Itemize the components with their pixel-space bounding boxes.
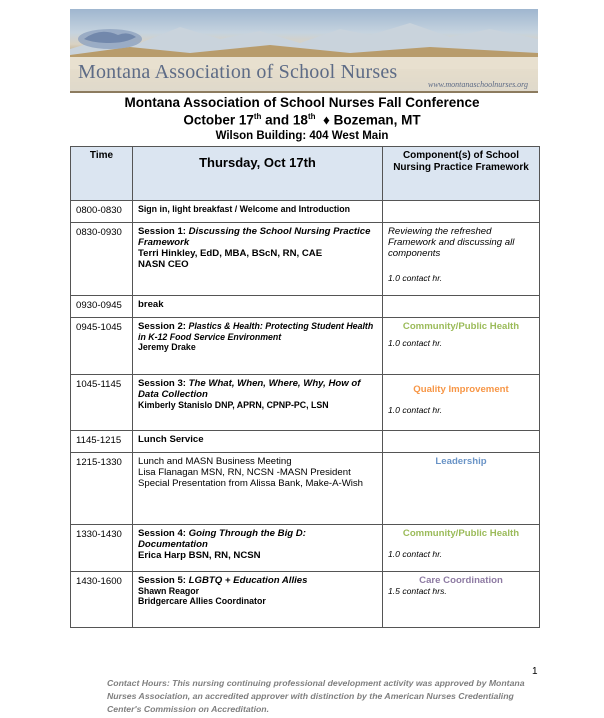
component-tag: Leadership (435, 456, 487, 467)
table-row (71, 318, 540, 375)
session-title: Going Through the Big D: Documentation (138, 528, 306, 550)
page-number: 1 (532, 666, 538, 677)
time-cell: 0800-0830 (71, 201, 133, 223)
session-title: Plastics & Health: Protecting Student Health in K-12 Food Service Environment (138, 321, 374, 342)
component-tag: Community/Public Health (402, 528, 520, 539)
contact-hours: 1.0 contact hr. (388, 338, 443, 348)
time-cell: 1430-1600 (71, 572, 133, 628)
table-row (71, 431, 540, 453)
banner-url: www.montanaschoolnurses.org (427, 80, 528, 89)
session-title: Discussing the School Nursing Practice Framework (138, 226, 371, 248)
component-tag: Care Coordination (419, 575, 503, 586)
contact-hours: 1.5 contact hrs. (388, 586, 447, 596)
table-row (71, 201, 540, 223)
component-cell (383, 453, 540, 525)
contact-hours: 1.0 contact hr. (388, 273, 443, 283)
component-cell (383, 572, 540, 628)
speaker-name: Lisa Flanagan MSN, RN, NCSN -MASN President (138, 467, 351, 478)
session-cell: Lunch Service (133, 431, 383, 453)
session-cell (133, 572, 383, 628)
component-cell (383, 296, 540, 318)
banner-image (70, 9, 538, 93)
speaker-name: Kimberly Stanislo DNP, APRN, CPNP-PC, LSN (138, 400, 329, 410)
table-row (71, 296, 540, 318)
component-cell (383, 375, 540, 431)
session-label: Session 3: (138, 378, 186, 389)
session-cell (133, 223, 383, 296)
time-column-header: Time (71, 147, 133, 201)
contact-hours: 1.0 contact hr. (388, 405, 443, 415)
contact-hours-footnote: Contact Hours: This nursing continuing professional development activity was approved by Montana Nurses Association, an accredited approver with distinction by the American Nurses Credentialing Center's Commission on Accreditation. (107, 678, 525, 714)
speaker-name: Jeremy Drake (138, 342, 196, 352)
component-cell (383, 431, 540, 453)
component-cell (383, 201, 540, 223)
time-cell: 1045-1145 (71, 375, 133, 431)
session-cell (133, 318, 383, 375)
banner-title: Montana Association of School Nurses (78, 61, 398, 83)
table-row (71, 453, 540, 525)
table-row (71, 375, 540, 431)
conference-dates: October 17th and 18th ♦ Bozeman, MT (183, 112, 421, 128)
speaker-title: NASN CEO (138, 259, 189, 270)
session-cell: break (133, 296, 383, 318)
session-line: Lunch and MASN Business Meeting (138, 456, 292, 467)
time-cell: 1145-1215 (71, 431, 133, 453)
time-cell: 0930-0945 (71, 296, 133, 318)
conference-title: Montana Association of School Nurses Fall Conference (124, 95, 480, 110)
component-note: Reviewing the refreshed Framework and discussing all components (388, 226, 515, 259)
speaker-name: Terri Hinkley, EdD, MBA, BScN, RN, CAE (138, 248, 323, 259)
component-cell (383, 223, 540, 296)
session-label: Session 5: (138, 575, 186, 586)
table-header-row (71, 147, 540, 201)
table-row (71, 223, 540, 296)
speaker-name: Shawn Reagor (138, 586, 200, 596)
session-label: Session 1: (138, 226, 186, 237)
agenda-table (70, 146, 540, 628)
time-cell: 0830-0930 (71, 223, 133, 296)
table-row (71, 525, 540, 572)
component-tag: Community/Public Health (402, 321, 520, 332)
component-tag: Quality Improvement (413, 384, 509, 395)
component-column-header: Component(s) of School Nursing Practice Framework (383, 147, 540, 201)
time-cell: 1330-1430 (71, 525, 133, 572)
session-cell (133, 525, 383, 572)
session-cell (133, 375, 383, 431)
session-title: LGBTQ + Education Allies (188, 575, 308, 586)
conference-venue: Wilson Building: 404 West Main (215, 130, 389, 142)
component-cell (383, 525, 540, 572)
component-cell (383, 318, 540, 375)
session-title: The What, When, Where, Why, How of Data Collection (138, 378, 361, 400)
speaker-name: Erica Harp BSN, RN, NCSN (138, 550, 261, 561)
session-label: Session 4: (138, 528, 186, 539)
table-row (71, 572, 540, 628)
session-cell: Sign in, light breakfast / Welcome and Introduction (133, 201, 383, 223)
time-cell: 0945-1045 (71, 318, 133, 375)
session-line: Special Presentation from Alissa Bank, Make-A-Wish (138, 478, 364, 489)
session-label: Session 2: (138, 321, 186, 332)
speaker-title: Bridgercare Allies Coordinator (138, 596, 266, 606)
session-cell (133, 453, 383, 525)
time-cell: 1215-1330 (71, 453, 133, 525)
contact-hours: 1.0 contact hr. (388, 549, 443, 559)
day-column-header: Thursday, Oct 17th (133, 147, 383, 201)
